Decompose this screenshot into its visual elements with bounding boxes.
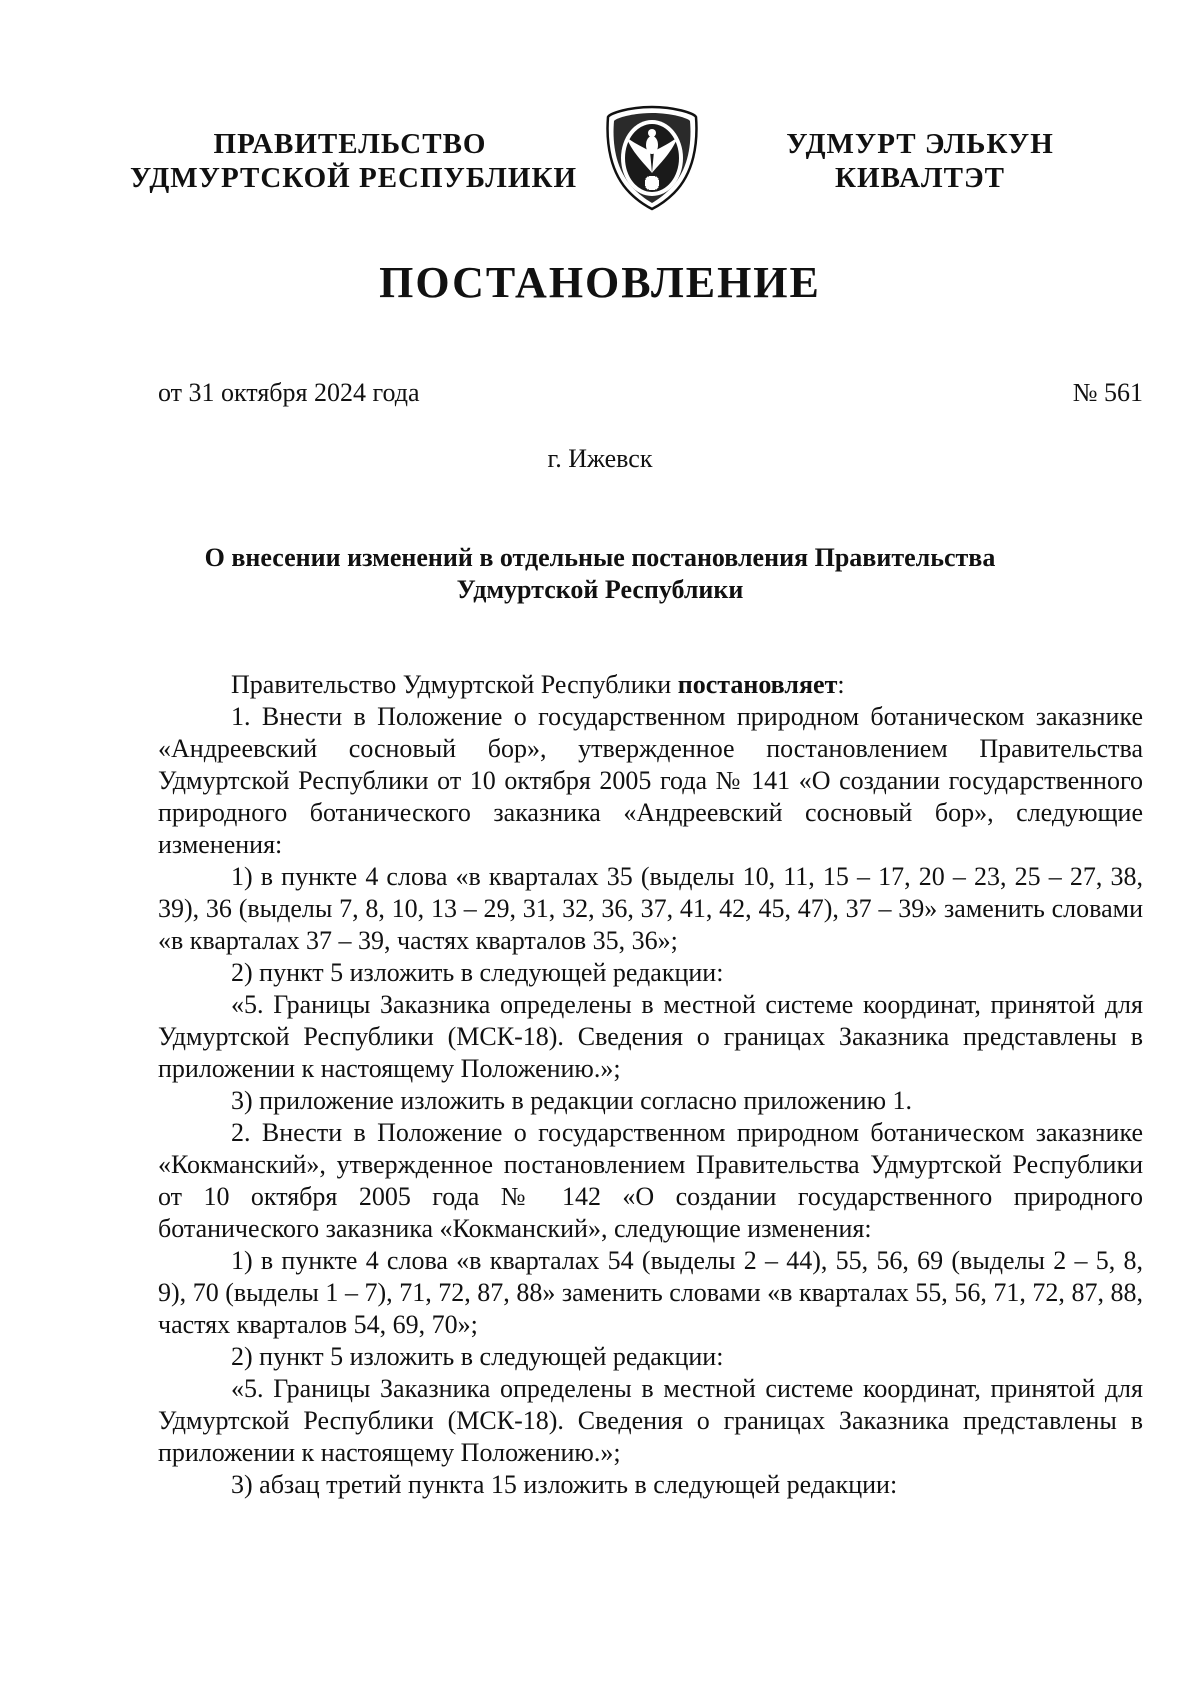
government-name-line: УДМУРТСКОЙ РЕСПУБЛИКИ [130,162,578,194]
subject-line: Удмуртской Республики [456,575,744,604]
body-paragraph: 2. Внести в Положение о государственном природном ботаническом заказнике «Кокманский», утвержденное постановлением Правительства Удмуртской Республики от 10 октября 2005 года № 142 «О создании государственного природного ботанического заказника «Кокманский», следующие изменения: [158,1118,1143,1243]
government-name-line: УДМУРТ ЭЛЬКУН [786,128,1054,160]
body-paragraph: 2) пункт 5 изложить в следующей редакции: [231,1342,724,1371]
body-paragraph: 1) в пункте 4 слова «в кварталах 54 (выделы 2 – 44), 55, 56, 69 (выделы 2 – 5, 8, 9), 70 (выделы 1 – 7), 71, 72, 87, 88» заменить словами «в кварталах 55, 56, 71, 72, 87, 88, частях кварталов 54, 69, 70»; [158,1246,1143,1339]
government-name-line: КИВАЛТЭТ [834,162,1005,194]
government-name-line: ПРАВИТЕЛЬСТВО [213,128,487,160]
body-paragraph: «5. Границы Заказника определены в местной системе координат, принятой для Удмуртской Республики (МСК-18). Сведения о границах Заказника представлены в приложении к настоящему Положению.»; [158,1374,1143,1467]
document-type-title: ПОСТАНОВЛЕНИЕ [379,258,821,307]
intro-text: Правительство Удмуртской Республики [231,670,678,699]
document-subject [0,542,1200,606]
document-number: № 561 [1072,378,1143,407]
government-name-udmurt [765,127,1075,195]
subject-line: О внесении изменений в отдельные постановления Правительства [204,543,996,572]
document-date: от 31 октября 2024 года [158,378,420,407]
intro-colon: : [837,670,845,699]
body-paragraph: 3) абзац третий пункта 15 изложить в следующей редакции: [231,1470,898,1499]
body-paragraph: 1. Внести в Положение о государственном природном ботаническом заказнике «Андреевский сосновый бор», утвержденное постановлением Правительства Удмуртской Республики от 10 октября 2005 года № 141 «О создании государственного природного ботанического заказника «Андреевский сосновый бор», следующие изменения: [158,702,1143,859]
document-body [158,669,1143,1501]
coat-of-arms-icon [600,103,704,211]
government-name-russian [130,127,578,195]
document-city: г. Ижевск [547,444,653,473]
intro-paragraph [158,669,1143,701]
intro-bold: постановляет [677,670,838,699]
body-paragraph: 1) в пункте 4 слова «в кварталах 35 (выделы 10, 11, 15 – 17, 20 – 23, 25 – 27, 38, 39), 36 (выделы 7, 8, 10, 13 – 29, 31, 32, 36, 37, 41, 42, 45, 47), 37 – 39» заменить словами «в кварталах 37 – 39, частях кварталов 35, 36»; [158,862,1143,955]
body-paragraph: 3) приложение изложить в редакции согласно приложению 1. [231,1086,912,1115]
body-paragraph: 2) пункт 5 изложить в следующей редакции: [231,958,724,987]
body-paragraph: «5. Границы Заказника определены в местной системе координат, принятой для Удмуртской Республики (МСК-18). Сведения о границах Заказника представлены в приложении к настоящему Положению.»; [158,990,1143,1083]
